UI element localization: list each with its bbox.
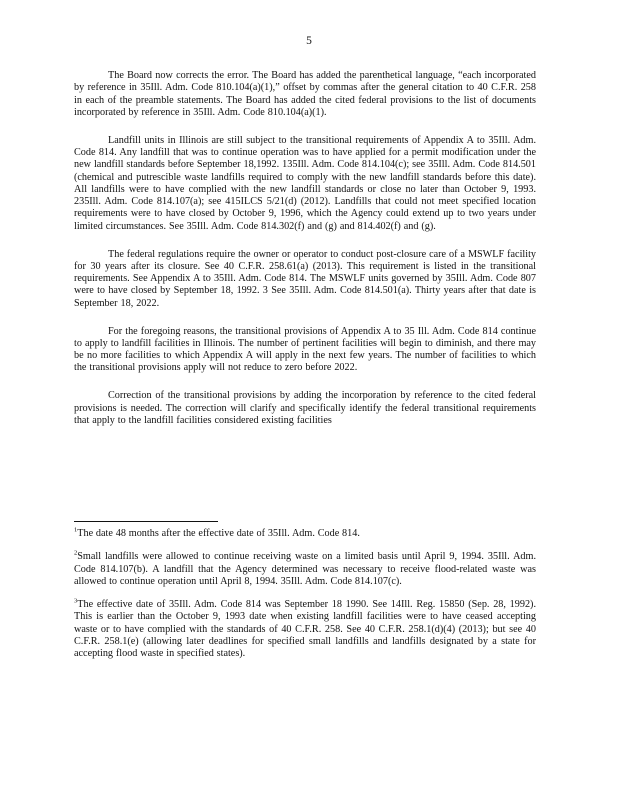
footnote-marker: 3 bbox=[74, 597, 78, 605]
body-text bbox=[74, 70, 536, 443]
footnotes bbox=[74, 528, 536, 672]
footnote-1 bbox=[74, 528, 536, 540]
footnote-text: Small landfills were allowed to continue receiving waste on a limited basis until April 9, 1994. 35Ill. Adm. Code 814.107(b). A landfill that the Agency determined was necessary to receive flood-related waste was allowed to continue operation until April 8, 1994. 35Ill. Adm. Code 814.107(c). bbox=[74, 551, 536, 587]
footnote-text: The date 48 months after the effective date of 35Ill. Adm. Code 814. bbox=[77, 528, 360, 539]
paragraph-board-correction: The Board now corrects the error. The Board has added the parenthetical language, “each incorporated by reference in 35Ill. Adm. Code 810.104(a)(1),” offset by commas after the general citation to 40 C.F.R. 258 in each of the preamble statements. The Board has added the cited federal provisions to the list of documents incorporated by reference in 35Ill. Adm. Code 810.104(a)(1). bbox=[74, 70, 536, 118]
footnote-3 bbox=[74, 599, 536, 660]
paragraph-correction-needed: Correction of the transitional provisions by adding the incorporation by reference to the cited federal provisions is needed. The correction will clarify and specifically identify the federal transitional requirements that apply to the landfill facilities considered existing facilities bbox=[74, 390, 536, 426]
footnote-2 bbox=[74, 551, 536, 588]
footnote-marker: 1 bbox=[74, 526, 78, 534]
footnote-divider bbox=[74, 521, 218, 522]
footnote-marker: 2 bbox=[74, 549, 78, 557]
footnote-text: The effective date of 35Ill. Adm. Code 814 was September 18 1990. See 14Ill. Reg. 15850 (Sep. 28, 1992). This is earlier than the October 9, 1993 date when existing landfill facilities were to have ceased accepting waste or to have complied with the standards of 40 C.F.R. 258. See 40 C.F.R. 258.1(d)(4) (2013); but see 40 C.F.R. 258.1(e) (allowing later deadlines for specified small landfills and landfills designated by a state for accepting flood waste in specified states). bbox=[74, 599, 536, 660]
paragraph-post-closure-care: The federal regulations require the owner or operator to conduct post-closure care of a MSWLF facility for 30 years after its closure. See 40 C.F.R. 258.61(a) (2013). This requirement is listed in the transitional requirements. See Appendix A to 35Ill. Adm. Code 814. The MSWLF units governed by 35Ill. Adm. Code 807 were to have closed by September 18, 1992. 3 See 35Ill. Adm. Code 814.501(a). Thirty years after that date is September 18, 2022. bbox=[74, 248, 536, 309]
paragraph-foregoing-reasons: For the foregoing reasons, the transitional provisions of Appendix A to 35 Ill. Adm. Code 814 continue to apply to landfill facilities in Illinois. The number of pertinent facilities will begin to diminish, and there may be no more facilities to which Appendix A will apply in the next few years. The number of facilities to which the transitional provisions apply will not reduce to zero before 2022. bbox=[74, 325, 536, 374]
page-number: 5 bbox=[306, 35, 312, 47]
paragraph-transitional-requirements: Landfill units in Illinois are still subject to the transitional requirements of Appendix A to 35Ill. Adm. Code 814. Any landfill that was to continue operation was to have applied for a permit modification under the new landfill standards before September 18,1992. 135Ill. Adm. Code 814.104(c); see 35Ill. Adm. Code 814.501 (chemical and putrescible waste landfills required to comply with the new landfill standards before this date). All landfills were to have complied with the new landfill standards or close no later than October 9, 1993. 235Ill. Adm. Code 814.107(a); see 415ILCS 5/21(d) (2012). Landfills that could not meet specified location requirements were to have closed by October 9, 1996, which the Agency could extend up to two years under limited circumstances. See 35Ill. Adm. Code 814.302(f) and (g) and 814.402(f) and (g). bbox=[74, 134, 536, 232]
